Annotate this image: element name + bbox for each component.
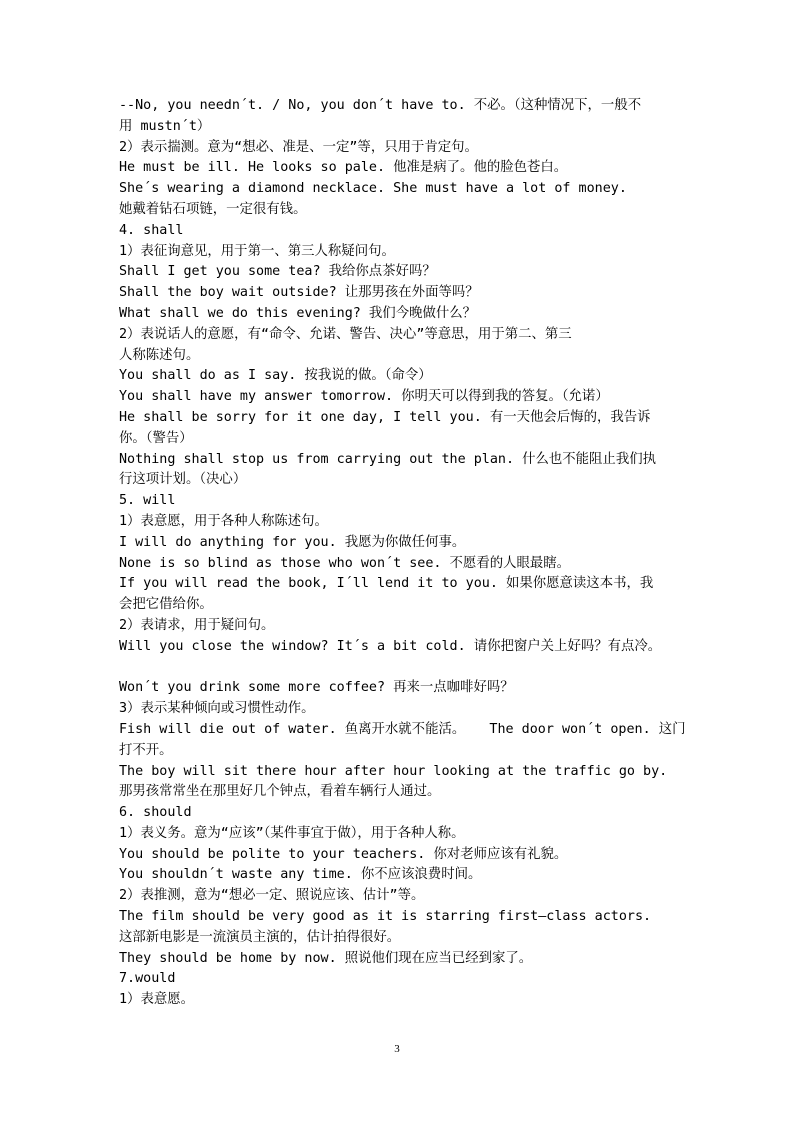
text-line: You shall do as I say. 按我说的做。（命令）	[119, 368, 432, 384]
text-line: 用 mustn´t）	[119, 118, 211, 134]
text-line: 2）表说话人的意愿，有“命令、允诺、警告、决心”等意思，用于第二、第三	[119, 326, 572, 342]
section-heading-would: 7.would	[119, 971, 176, 987]
text-line: 你。（警告）	[119, 430, 193, 446]
text-line: You should be polite to your teachers. 你对老师应该有礼貌。	[119, 846, 568, 862]
text-line: 这部新电影是一流演员主演的，估计拍得很好。	[119, 929, 401, 945]
text-line: 2）表推测，意为“想必一定、照说应该、估计”等。	[119, 888, 425, 904]
text-line: You shall have my answer tomorrow. 你明天可以得到我的答复。（允诺）	[119, 389, 609, 405]
text-line: Fish will die out of water. 鱼离开水就不能活。 The door won´t open. 这门	[119, 721, 686, 737]
text-line: 她戴着钻石项链，一定很有钱。	[119, 201, 307, 217]
text-line: The boy will sit there hour after hour looking at the traffic go by.	[119, 763, 668, 779]
text-line: 行这项计划。（决心）	[119, 472, 247, 488]
text-line: 那男孩常常坐在那里好几个钟点，看着车辆行人通过。	[119, 784, 441, 800]
text-line: She´s wearing a diamond necklace. She must have a lot of money.	[119, 181, 627, 197]
text-line: He shall be sorry for it one day, I tell you. 有一天他会后悔的，我告诉	[119, 409, 651, 425]
text-line: The film should be very good as it is starring first—class actors.	[119, 909, 652, 925]
text-line: 3）表示某种倾向或习惯性动作。	[119, 701, 315, 717]
text-line: Shall I get you some tea? 我给你点茶好吗？	[119, 264, 436, 280]
text-line: 1）表征询意见，用于第一、第三人称疑问句。	[119, 243, 395, 259]
page-number: 3	[394, 1043, 400, 1055]
section-heading-will: 5. will	[119, 493, 176, 509]
text-line: Nothing shall stop us from carrying out the plan. 什么也不能阻止我们执	[119, 451, 656, 467]
text-line: Won´t you drink some more coffee? 再来一点咖啡好吗？	[119, 680, 514, 696]
text-line: --No, you needn´t. / No, you don´t have to. 不必。（这种情况下，一般不	[119, 98, 642, 113]
text-line: 1）表义务。意为“应该”（某件事宜于做），用于各种人称。	[119, 825, 465, 841]
text-line: He must be ill. He looks so pale. 他准是病了。他的脸色苍白。	[119, 160, 568, 176]
document-body	[119, 96, 694, 1011]
text-line: 2）表请求，用于疑问句。	[119, 617, 275, 633]
section-heading-shall: 4. shall	[119, 222, 184, 238]
text-line: You shouldn´t waste any time. 你不应该浪费时间。	[119, 867, 482, 883]
text-line: What shall we do this evening? 我们今晚做什么？	[119, 305, 477, 321]
text-line: 2）表示揣测。意为“想必、准是、一定”等，只用于肯定句。	[119, 139, 478, 155]
text-line: 1）表意愿，用于各种人称陈述句。	[119, 513, 328, 529]
text-line: Will you close the window? It´s a bit cold. 请你把窗户关上好吗？有点冷。	[119, 638, 662, 654]
text-line: I will do anything for you. 我愿为你做任何事。	[119, 534, 466, 550]
text-line: Shall the boy wait outside? 让那男孩在外面等吗？	[119, 285, 479, 301]
blank-line	[119, 658, 694, 679]
text-line: 人称陈述句。	[119, 347, 200, 363]
text-line: 打不开。	[119, 742, 173, 758]
text-line: 1）表意愿。	[119, 992, 195, 1008]
text-line: None is so blind as those who won´t see. 不愿看的人眼最瞎。	[119, 555, 571, 571]
text-line: 会把它借给你。	[119, 597, 213, 613]
text-line: If you will read the book, I´ll lend it to you. 如果你愿意读这本书，我	[119, 576, 654, 592]
section-heading-should: 6. should	[119, 805, 192, 821]
text-line: They should be home by now. 照说他们现在应当已经到家了。	[119, 950, 533, 966]
